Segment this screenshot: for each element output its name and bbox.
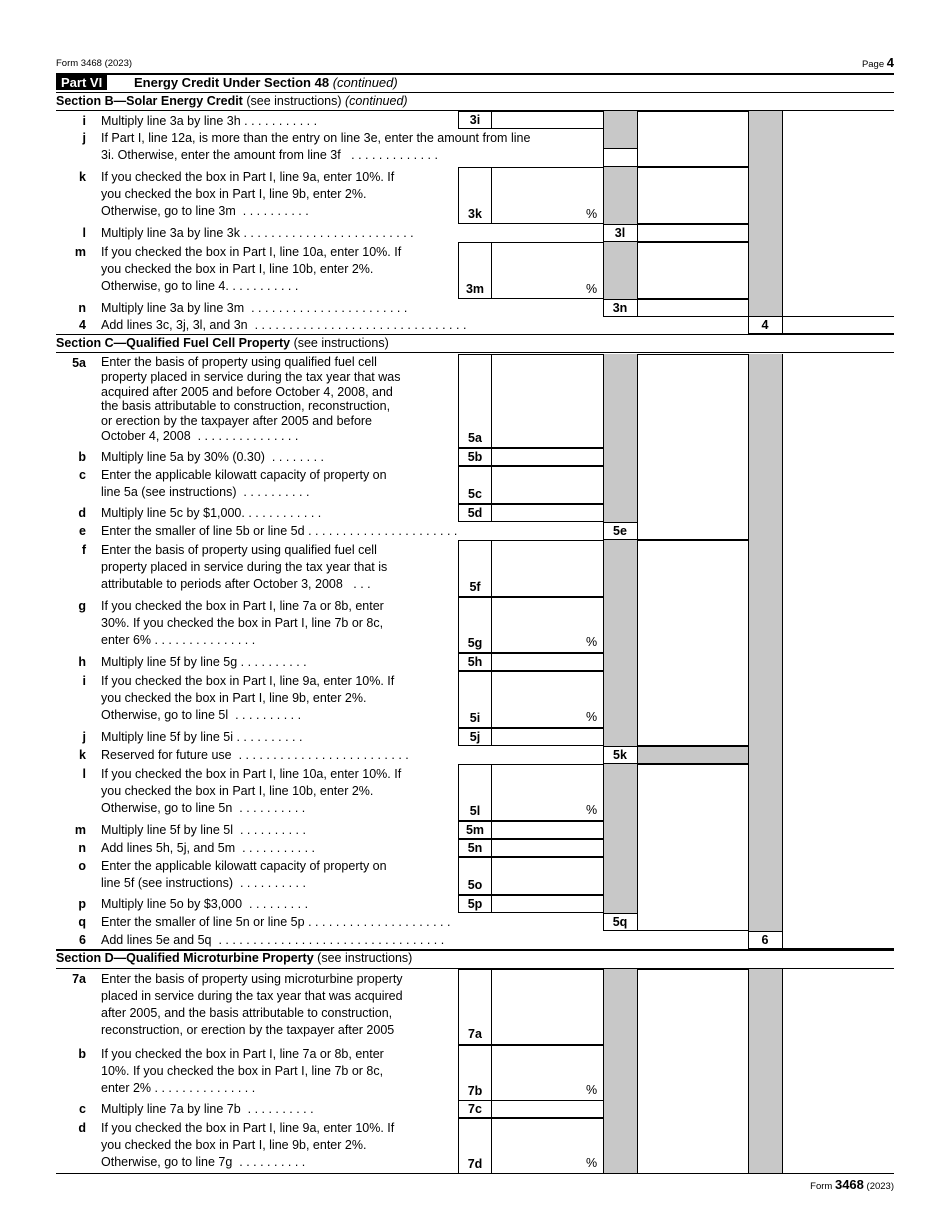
line-5k-text: Reserved for future use . . . . . . . . . . . . . . . . . . . . . . . . . bbox=[101, 748, 409, 762]
percent-sign: % bbox=[586, 635, 598, 649]
line-number: 5o bbox=[467, 878, 483, 892]
line-3i-text: Multiply line 3a by line 3h . . . . . . . . . . . bbox=[101, 114, 321, 128]
line-text: property placed in service during the tax year that is bbox=[101, 560, 388, 574]
bottom-rule bbox=[56, 1173, 894, 1174]
line-letter: h bbox=[78, 655, 86, 669]
line-text: If you checked the box in Part I, line 7a or 8b, enter bbox=[101, 599, 384, 613]
line-text: Multiply line 5f by line 5i bbox=[101, 730, 234, 744]
line-text: Enter the smaller of line 5b or line 5d bbox=[101, 524, 305, 538]
line-text: Otherwise, go to line 4 bbox=[101, 279, 226, 293]
line-5m-text: Multiply line 5f by line 5l . . . . . . . . . . bbox=[101, 823, 306, 837]
line-text: Enter the basis of property using microturbine property bbox=[101, 972, 403, 986]
line-6-amount-input[interactable] bbox=[782, 354, 894, 949]
line-number: 5h bbox=[467, 655, 483, 669]
section-d-heading bbox=[56, 951, 412, 966]
line-text: Add lines 5e and 5q bbox=[101, 933, 212, 947]
line-text: Add lines 3c, 3j, 3l, and 3n bbox=[101, 318, 248, 332]
line-5p-amount-input[interactable] bbox=[491, 895, 604, 913]
line-5f-amount-input[interactable] bbox=[491, 540, 604, 597]
line-4-amount-input[interactable] bbox=[782, 316, 894, 334]
line-5i-text: If you checked the box in Part I, line 9a, enter 10%. If you checked the box in Part I, line 9b, enter 2%. Otherwise, go to line 5l . . . . . . . . . . bbox=[101, 673, 447, 724]
line-number: 4 bbox=[761, 318, 769, 332]
section-d-title: Section D—Qualified Microturbine Property bbox=[56, 951, 314, 965]
line-text: you checked the box in Part I, line 10b, enter 2%. bbox=[101, 262, 374, 276]
line-3l-text: Multiply line 3a by line 3k . . . . . . . . . . . . . . . . . . . . . . . . . bbox=[101, 226, 414, 240]
line-number: 5g bbox=[467, 636, 483, 650]
line-number: 5c bbox=[468, 487, 482, 501]
line-5d-text: Multiply line 5c by $1,000. . . . . . . . . . . . bbox=[101, 506, 322, 520]
line-5q-text: Enter the smaller of line 5n or line 5p . . . . . . . . . . . . . . . . . . . . . bbox=[101, 915, 451, 929]
line-text: Multiply line 3a by line 3h bbox=[101, 114, 241, 128]
line-7b-text: If you checked the box in Part I, line 7a or 8b, enter 10%. If you checked the box in Part I, line 7b or 8c, enter 2% . . . . . . . . . . . . . . . bbox=[101, 1046, 447, 1097]
line-3j-text-2: 3i. Otherwise, enter the amount from line 3f . . . . . . . . . . . . . bbox=[101, 148, 438, 162]
line-number: 3n bbox=[612, 301, 628, 315]
line-5q-amount-input[interactable] bbox=[637, 764, 749, 931]
line-letter: i bbox=[82, 114, 86, 128]
line-text: Enter the smaller of line 5n or line 5p bbox=[101, 915, 305, 929]
percent-sign: % bbox=[586, 1156, 598, 1170]
line-text: 10%. If you checked the box in Part I, line 7b or 8c, bbox=[101, 1064, 384, 1078]
shaded-column bbox=[603, 354, 637, 522]
line-5n-amount-input[interactable] bbox=[491, 839, 604, 857]
line-letter: q bbox=[78, 915, 86, 929]
line-letter: l bbox=[82, 767, 86, 781]
line-text: If you checked the box in Part I, line 9a, enter 10%. If bbox=[101, 674, 395, 688]
line-text: 3i. Otherwise, enter the amount from line 3f bbox=[101, 148, 341, 162]
line-letter: o bbox=[78, 859, 86, 873]
part-title-text: Energy Credit Under Section 48 bbox=[134, 75, 330, 90]
line-number: 5l bbox=[469, 804, 481, 818]
line-number: 3l bbox=[614, 226, 626, 240]
part-title bbox=[134, 75, 398, 90]
line-text: enter 6% bbox=[101, 633, 152, 647]
line-number: 5q bbox=[612, 915, 628, 929]
line-letter: i bbox=[82, 674, 86, 688]
footer-year: (2023) bbox=[866, 1181, 894, 1192]
line-text: Multiply line 7a by line 7b bbox=[101, 1102, 241, 1116]
line-7c-amount-input[interactable] bbox=[491, 1100, 604, 1118]
line-text: you checked the box in Part I, line 9b, enter 2%. bbox=[101, 1138, 367, 1152]
line-text: Multiply line 5a by 30% (0.30) bbox=[101, 450, 265, 464]
empty-cell bbox=[637, 969, 749, 1174]
line-5e-amount-input[interactable] bbox=[637, 354, 749, 540]
line-number: 7a bbox=[468, 1027, 482, 1041]
line-text: If Part I, line 12a, is more than the entry on line 3e, enter the amount from line bbox=[101, 131, 531, 145]
line-text: Enter the applicable kilowatt capacity of property on bbox=[101, 468, 387, 482]
percent-sign: % bbox=[586, 207, 598, 221]
line-5f-text: Enter the basis of property using qualified fuel cell property placed in service during the tax year that is attributable to periods after October 3, 2008 . . . bbox=[101, 542, 447, 593]
footer-form-number: 3468 bbox=[834, 1177, 864, 1192]
line-letter: 5a bbox=[72, 356, 86, 370]
section-b-suffix: (continued) bbox=[345, 94, 408, 108]
line-number: 3m bbox=[465, 282, 485, 296]
line-letter: j bbox=[82, 730, 86, 744]
line-text: property placed in service during the tax year that was bbox=[101, 369, 401, 384]
line-text: 30%. If you checked the box in Part I, line 7b or 8c, bbox=[101, 616, 384, 630]
line-text: Add lines 5h, 5j, and 5m bbox=[101, 841, 236, 855]
page-word: Page bbox=[861, 59, 885, 70]
line-7a-amount-input[interactable] bbox=[491, 969, 604, 1045]
line-text: Otherwise, go to line 3m bbox=[101, 204, 236, 218]
line-text: the basis attributable to construction, reconstruction, bbox=[101, 399, 391, 414]
line-5b-amount-input[interactable] bbox=[491, 448, 604, 466]
line-5m-amount-input[interactable] bbox=[491, 821, 604, 839]
shaded-column bbox=[603, 764, 637, 913]
line-5e-text: Enter the smaller of line 5b or line 5d . . . . . . . . . . . . . . . . . . . . . . bbox=[101, 524, 458, 538]
line-text: If you checked the box in Part I, line 9a, enter 10%. If bbox=[101, 170, 395, 184]
line-4-text: Add lines 3c, 3j, 3l, and 3n . . . . . . . . . . . . . . . . . . . . . . . . . . . . . . . bbox=[101, 318, 467, 332]
shaded-column bbox=[748, 354, 782, 932]
line-number-box bbox=[603, 148, 638, 167]
line-text: Otherwise, go to line 5n bbox=[101, 801, 233, 815]
section-b-title: Section B—Solar Energy Credit bbox=[56, 94, 243, 108]
line-7d-text: If you checked the box in Part I, line 9a, enter 10%. If you checked the box in Part I, line 9b, enter 2%. Otherwise, go to line 7g . . . . . . . . . . bbox=[101, 1120, 447, 1171]
line-text: Multiply line 5o by $3,000 bbox=[101, 897, 243, 911]
line-letter: n bbox=[78, 841, 86, 855]
shaded-column bbox=[748, 111, 782, 316]
line-text: or erection by the taxpayer after 2005 and before bbox=[101, 414, 373, 429]
line-text: Enter the applicable kilowatt capacity of property on bbox=[101, 859, 387, 873]
line-letter: b bbox=[78, 450, 86, 464]
line-text: If you checked the box in Part I, line 10a, enter 10%. If bbox=[101, 767, 402, 781]
line-letter: g bbox=[78, 599, 86, 613]
line-text: Multiply line 3a by line 3k bbox=[101, 226, 240, 240]
rule bbox=[56, 352, 894, 353]
line-letter: d bbox=[78, 1121, 86, 1135]
line-text: Multiply line 5f by line 5g bbox=[101, 655, 238, 669]
line-5b-text: Multiply line 5a by 30% (0.30) . . . . . . . . bbox=[101, 450, 325, 464]
line-3m-text: If you checked the box in Part I, line 10a, enter 10%. If you checked the box in Part I, line 10b, enter 2%. Otherwise, go to line 4. . . . . . . . . . . bbox=[101, 244, 447, 295]
line-3j-text bbox=[101, 130, 530, 147]
shaded-column bbox=[603, 969, 637, 1173]
line-letter: b bbox=[78, 1047, 86, 1061]
line-letter: m bbox=[74, 823, 86, 837]
line-text: reconstruction, or erection by the taxpayer after 2005 bbox=[101, 1023, 395, 1037]
line-letter: 4 bbox=[79, 318, 86, 332]
line-number: 5j bbox=[469, 730, 481, 744]
line-text: placed in service during the tax year that was acquired bbox=[101, 989, 403, 1003]
line-7c-text: Multiply line 7a by line 7b . . . . . . . . . . bbox=[101, 1102, 314, 1116]
line-3n-text: Multiply line 3a by line 3m . . . . . . . . . . . . . . . . . . . . . . . bbox=[101, 301, 408, 315]
line-number: 5b bbox=[467, 450, 483, 464]
line-text: Multiply line 5f by line 5l bbox=[101, 823, 234, 837]
form-label: Form 3468 (2023) bbox=[56, 58, 133, 69]
empty-cell bbox=[637, 540, 749, 746]
part-badge: Part VI bbox=[56, 75, 107, 90]
page-number: 4 bbox=[886, 55, 894, 70]
line-6-text: Add lines 5e and 5q . . . . . . . . . . . . . . . . . . . . . . . . . . . . . . . . . bbox=[101, 933, 445, 947]
line-number: 7d bbox=[467, 1157, 483, 1171]
line-letter: f bbox=[81, 543, 86, 557]
line-text: Otherwise, go to line 7g bbox=[101, 1155, 233, 1169]
line-text: line 5a (see instructions) bbox=[101, 485, 237, 499]
line-number: 5d bbox=[467, 506, 483, 520]
line-number: 5m bbox=[465, 823, 485, 837]
line-5p-text: Multiply line 5o by $3,000 . . . . . . . . . bbox=[101, 897, 309, 911]
line-5j-amount-input[interactable] bbox=[491, 728, 604, 746]
line-number: 7c bbox=[468, 1102, 482, 1116]
section-b-note: (see instructions) bbox=[246, 94, 342, 108]
line-letter: l bbox=[82, 226, 86, 240]
line-letter: k bbox=[79, 170, 86, 184]
part-title-suffix: (continued) bbox=[332, 75, 398, 90]
line-number: 5p bbox=[467, 897, 483, 911]
rule bbox=[56, 334, 894, 335]
line-5j-text: Multiply line 5f by line 5i . . . . . . . . . . bbox=[101, 730, 303, 744]
line-5o-amount-input[interactable] bbox=[491, 857, 604, 895]
line-number: 5a bbox=[468, 431, 482, 445]
line-text: If you checked the box in Part I, line 10a, enter 10%. If bbox=[101, 245, 402, 259]
line-text: Multiply line 5c by $1,000. bbox=[101, 506, 245, 520]
line-letter: 7a bbox=[72, 972, 86, 986]
line-number: 7b bbox=[467, 1084, 483, 1098]
line-text: attributable to periods after October 3, 2008 bbox=[101, 577, 343, 591]
line-text: Reserved for future use bbox=[101, 748, 232, 762]
col-line bbox=[782, 969, 783, 1174]
line-5h-amount-input[interactable] bbox=[491, 653, 604, 671]
line-5c-text: Enter the applicable kilowatt capacity of property on line 5a (see instructions) . . . . . . . . . . bbox=[101, 467, 447, 501]
line-text: If you checked the box in Part I, line 9a, enter 10%. If bbox=[101, 1121, 395, 1135]
line-3n-amount-input[interactable] bbox=[637, 299, 749, 317]
empty-cell bbox=[637, 242, 749, 299]
line-5c-amount-input[interactable] bbox=[491, 466, 604, 504]
line-3l-amount-input[interactable] bbox=[637, 224, 749, 242]
line-text: Enter the basis of property using qualified fuel cell bbox=[101, 543, 377, 557]
line-number: 3k bbox=[468, 207, 482, 221]
line-5h-text: Multiply line 5f by line 5g . . . . . . . . . . bbox=[101, 655, 307, 669]
line-letter: m bbox=[74, 245, 86, 259]
line-number: 5e bbox=[613, 524, 627, 538]
shaded-column bbox=[603, 111, 637, 316]
section-d-note: (see instructions) bbox=[317, 951, 413, 965]
line-5o-text: Enter the applicable kilowatt capacity of property on line 5f (see instructions) . . . . . . . . . . bbox=[101, 858, 447, 892]
line-5l-text: If you checked the box in Part I, line 10a, enter 10%. If you checked the box in Part I, line 10b, enter 2%. Otherwise, go to line 5n . . . . . . . . . . bbox=[101, 766, 447, 817]
line-3j-amount-input[interactable] bbox=[637, 111, 749, 167]
line-letter: c bbox=[79, 1102, 86, 1116]
line-text: acquired after 2005 and before October 4, 2008, and bbox=[101, 384, 393, 399]
empty-cell bbox=[637, 167, 749, 224]
line-letter: j bbox=[82, 131, 86, 145]
line-letter: p bbox=[78, 897, 86, 911]
line-5d-amount-input[interactable] bbox=[491, 504, 604, 522]
line-text: you checked the box in Part I, line 10b, enter 2%. bbox=[101, 784, 374, 798]
line-text: Enter the basis of property using qualified fuel cell bbox=[101, 355, 377, 369]
reserved-cell bbox=[637, 746, 749, 764]
line-number: 5k bbox=[613, 748, 627, 762]
footer-form-label bbox=[810, 1177, 894, 1192]
footer-form-word: Form bbox=[810, 1181, 833, 1192]
rule bbox=[56, 92, 894, 93]
shaded-column bbox=[603, 540, 637, 746]
line-text: you checked the box in Part I, line 9b, enter 2%. bbox=[101, 691, 367, 705]
line-letter: n bbox=[78, 301, 86, 315]
col-line bbox=[782, 111, 783, 333]
line-5n-text: Add lines 5h, 5j, and 5m . . . . . . . . . . . bbox=[101, 841, 316, 855]
page-number-label bbox=[862, 55, 894, 70]
line-text: If you checked the box in Part I, line 7a or 8b, enter bbox=[101, 1047, 384, 1061]
percent-sign: % bbox=[586, 282, 598, 296]
line-5a-text: Enter the basis of property using qualified fuel cell property placed in service during the tax year that was acquired after 2005 and before October 4, 2008, and the basis attributable to construction, reconstruction, or erection by the taxpayer after 2005 and before October 4, 2008 . . . . . . . . . . . . . . . bbox=[101, 355, 447, 444]
line-number: 3i bbox=[469, 113, 481, 127]
section-c-heading bbox=[56, 336, 389, 351]
line-5g-text: If you checked the box in Part I, line 7a or 8b, enter 30%. If you checked the box in Part I, line 7b or 8c, enter 6% . . . . . . . . . . . . . . . bbox=[101, 598, 447, 649]
line-number: 5f bbox=[469, 580, 481, 594]
line-number: 5i bbox=[469, 711, 481, 725]
percent-sign: % bbox=[586, 1083, 598, 1097]
line-letter: c bbox=[79, 468, 86, 482]
line-letter: d bbox=[78, 506, 86, 520]
line-7a-text bbox=[101, 971, 447, 1039]
line-3i-amount-input[interactable] bbox=[491, 111, 604, 129]
line-text: you checked the box in Part I, line 9b, enter 2%. bbox=[101, 187, 367, 201]
line-3k-text: If you checked the box in Part I, line 9a, enter 10%. If you checked the box in Part I, line 9b, enter 2%. Otherwise, go to line 3m . . . . . . . . . . bbox=[101, 169, 447, 220]
line-5a-amount-input[interactable] bbox=[491, 354, 604, 448]
line-letter: e bbox=[79, 524, 86, 538]
line-text: October 4, 2008 bbox=[101, 428, 191, 443]
percent-sign: % bbox=[586, 710, 598, 724]
line-number: 5n bbox=[467, 841, 483, 855]
section-c-title: Section C—Qualified Fuel Cell Property bbox=[56, 336, 291, 350]
section-c-note: (see instructions) bbox=[293, 336, 389, 350]
line-letter: 6 bbox=[79, 933, 86, 947]
line-number: 6 bbox=[761, 933, 769, 947]
line-text: line 5f (see instructions) bbox=[101, 876, 234, 890]
line-text: enter 2% bbox=[101, 1081, 152, 1095]
section-b-heading bbox=[56, 94, 408, 109]
line-text: after 2005, and the basis attributable to construction, bbox=[101, 1006, 393, 1020]
shaded-column bbox=[748, 969, 782, 1173]
line-text: Multiply line 3a by line 3m bbox=[101, 301, 245, 315]
line-letter: k bbox=[79, 748, 86, 762]
percent-sign: % bbox=[586, 803, 598, 817]
line-text: Otherwise, go to line 5l bbox=[101, 708, 229, 722]
